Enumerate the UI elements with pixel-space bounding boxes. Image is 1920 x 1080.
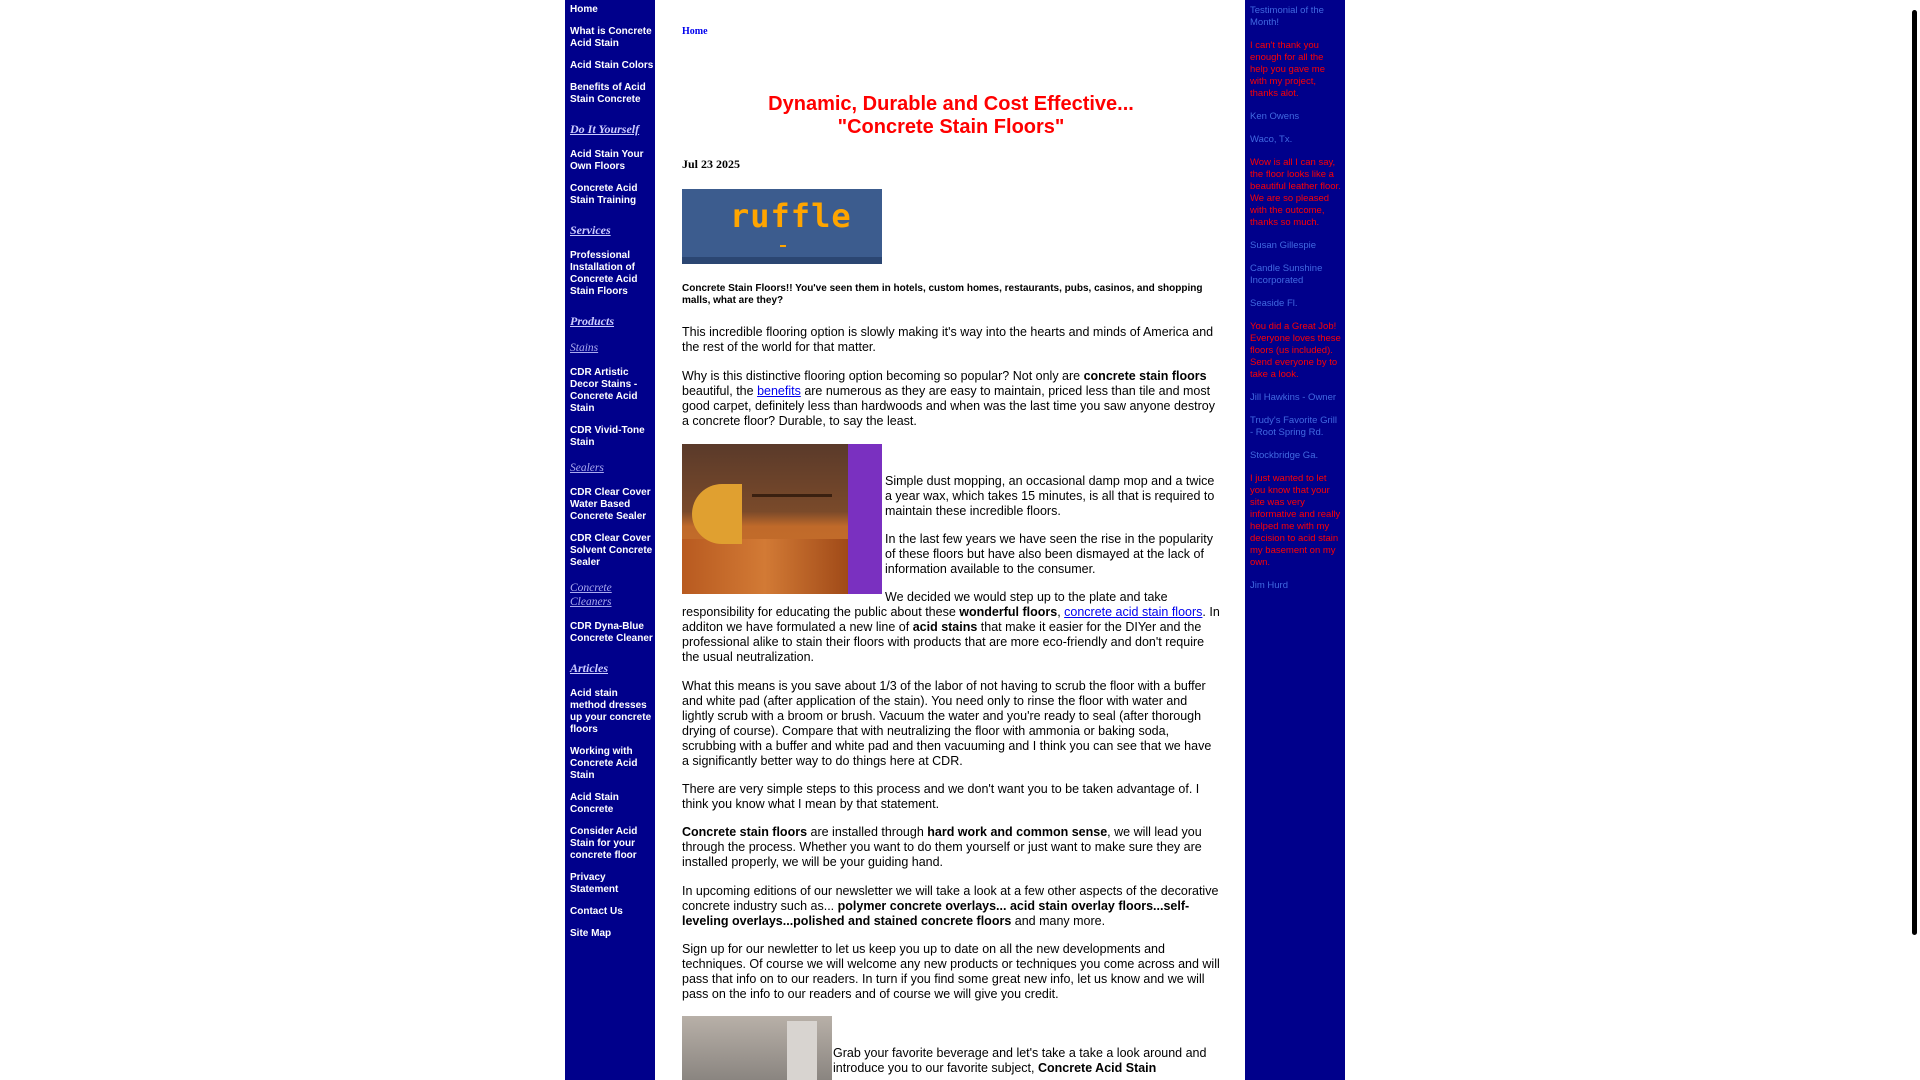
nav-link-acid-stain-training[interactable]: Concrete Acid Stain Training: [570, 183, 638, 206]
testimonial-author: Jim Hurd: [1250, 580, 1289, 591]
testimonial-quote: I just wanted to let you know that your site was very informative and really helped me with my decision to acid stain my basement on my own.: [1250, 473, 1341, 568]
paragraph-7: There are very simple steps to this process and we don't want you to be taken advantage of. I think you know what I mean by that statement.: [682, 782, 1200, 811]
nav-link-what-is-acid-stain[interactable]: What is Concrete Acid Stain: [570, 26, 652, 49]
nav-link-solvent-sealer[interactable]: CDR Clear Cover Solvent Concrete Sealer: [570, 533, 653, 568]
testimonial-quote: Wow is all I can say, the floor looks like a beautiful leather floor. We are so pleased with the outcome, thanks so much.: [1250, 157, 1341, 228]
paragraph-3: Simple dust mopping, an occasional damp mop and a twice a year wax, which takes 15 minutes, is all that is required to maintain these incredible floors.: [885, 474, 1215, 518]
testimonials-column: [1245, 0, 1345, 1080]
paragraph-6: What this means is you save about 1/3 of the labor of not having to scrub the floor with a buffer and white pad (after application of the stain). You need only to rinse the floor with water and lightly scrub with a broom or brush. Vacuum the water and you're ready to seal (after thorough drying of course). Compare that with neutralizing the floor with ammonia or baking soda, scrubbing with a buffer and white pad and then vacuuming and I think you can see that we have a significantly better way to do things here at CDR.: [682, 679, 1212, 768]
headline-line-2: "Concrete Stain Floors": [837, 116, 1065, 138]
nav-link-article-method[interactable]: Acid stain method dresses up your concrete floors: [570, 688, 652, 735]
testimonial-location: Waco, Tx.: [1250, 134, 1293, 145]
nav-heading-products[interactable]: Products: [570, 314, 615, 328]
nav-link-article-consider[interactable]: Consider Acid Stain for your concrete floor: [570, 826, 638, 861]
paragraph-2: Why is this distinctive flooring option becoming so popular? Not only are concrete stain floors beautiful, the benefits are numerous as they are easy to maintain, priced less than tile and most good carpet, definitely less than hardwoods and when was the last time you saw anyone destroy a concrete floor? Durable, to say the least.: [682, 369, 1215, 428]
nav-link-article-acid-stain-concrete[interactable]: Acid Stain Concrete: [570, 792, 619, 815]
intro-question: Concrete Stain Floors!! You've seen them in hotels, custom homes, restaurants, pubs, casinos, and shopping malls, what are they?: [682, 283, 1203, 306]
nav-sub-sealers[interactable]: Sealers: [570, 462, 604, 474]
vertical-scrollbar[interactable]: [1909, 0, 1920, 1080]
issue-date: Jul 23 2025: [682, 157, 741, 171]
paragraph-5: We decided we would step up to the plate and take responsibility for educating the public about these wonderful floors, concrete acid stain floors. In additon we have formulated a new line of acid stains that make it easier for the DIYer and the professional alike to stain their floors with products that are more eco-friendly and don't require the usual neutralization.: [682, 590, 1220, 664]
nav-link-contact[interactable]: Contact Us: [570, 906, 623, 917]
ruffle-logo: ruffle: [730, 197, 852, 235]
nav-link-water-based-sealer[interactable]: CDR Clear Cover Water Based Concrete Sealer: [570, 487, 651, 522]
nav-link-vivid-tone-stain[interactable]: CDR Vivid-Tone Stain: [570, 425, 645, 448]
headline-line-1: Dynamic, Durable and Cost Effective...: [768, 93, 1134, 115]
nav-link-artistic-decor-stains[interactable]: CDR Artistic Decor Stains - Concrete Acid Stain: [570, 367, 638, 414]
testimonial-author: Jill Hawkins - Owner: [1250, 392, 1337, 403]
paragraph-1: This incredible flooring option is slowly making it's way into the hearts and minds of America and the rest of the world for that matter.: [682, 325, 1214, 354]
nav-link-dyna-blue-cleaner[interactable]: CDR Dyna-Blue Concrete Cleaner: [570, 621, 653, 644]
banner-mark: [780, 245, 786, 247]
paragraph-11: Grab your favorite beverage and let's take a take a look around and introduce you to our favorite subject, Concrete Acid Stain: [833, 1046, 1207, 1075]
nav-link-acid-stain-own-floors[interactable]: Acid Stain Your Own Floors: [570, 149, 644, 172]
nav-link-acid-stain-colors[interactable]: Acid Stain Colors: [570, 60, 654, 71]
testimonial-quote: You did a Great Job! Everyone loves these floors (us included). Send everyone by to take a look.: [1250, 321, 1341, 380]
testimonial-company: Trudy's Favorite Grill - Root Spring Rd.: [1250, 415, 1337, 438]
testimonial-location: Seaside Fl.: [1250, 298, 1298, 309]
paragraph-4: In the last few years we have seen the rise in the popularity of these floors but have also been dismayed at the lack of information available to the consumer.: [885, 532, 1213, 576]
ruffle-banner: [682, 189, 882, 264]
nav-heading-services[interactable]: Services: [570, 223, 611, 237]
benefits-link[interactable]: benefits: [757, 384, 801, 398]
nav-link-privacy[interactable]: Privacy Statement: [570, 872, 619, 895]
testimonial-author: Ken Owens: [1250, 111, 1300, 122]
nav-link-article-working[interactable]: Working with Concrete Acid Stain: [570, 746, 638, 781]
nav-link-benefits[interactable]: Benefits of Acid Stain Concrete: [570, 82, 646, 105]
breadcrumb-home[interactable]: Home: [682, 26, 708, 37]
left-nav: [565, 0, 655, 1080]
paragraph-9: In upcoming editions of our newsletter we will take a look at a few other aspects of the decorative concrete industry such as... polymer concrete overlays... acid stain overlay floors...self-leveling overlays...polished and stained concrete floors and many more.: [682, 884, 1219, 928]
acid-stain-floors-link[interactable]: concrete acid stain floors: [1064, 605, 1203, 619]
paragraph-8: Concrete stain floors are installed through hard work and common sense, we will lead you through the process. Whether you want to do them yourself or just want to make sure they are installed properly, we will be your guiding hand.: [682, 825, 1202, 869]
main-content: [682, 0, 1220, 1080]
nav-link-site-map[interactable]: Site Map: [570, 928, 612, 939]
testimonial-author: Susan Gillespie: [1250, 240, 1317, 251]
testimonial-quote: I can't thank you enough for all the help you gave me with my project, thanks alot.: [1250, 40, 1325, 99]
nav-sub-concrete-cleaners[interactable]: Concrete Cleaners: [570, 582, 612, 608]
paragraph-10: Sign up for our newletter to let us keep you up to date on all the new developments and techniques. Of course we will welcome any new products or techniques you come across and will pass that info on to our readers. In turn if you find some great new info, let us know and we will pass on the info to our readers and of course we will give you credit.: [682, 942, 1220, 1001]
testimonial-title: Testimonial of the Month!: [1250, 5, 1324, 28]
nav-sub-stains[interactable]: Stains: [570, 342, 599, 354]
basement-floor-photo: [682, 1016, 832, 1080]
nav-heading-articles[interactable]: Articles: [570, 661, 608, 675]
testimonial-company: Candle Sunshine Incorporated: [1250, 263, 1323, 286]
nav-heading-do-it-yourself[interactable]: Do It Yourself: [570, 122, 640, 136]
scrollbar-thumb[interactable]: [1912, 10, 1917, 935]
restaurant-floor-photo: [682, 444, 882, 594]
page-headline: [682, 93, 1220, 139]
nav-link-professional-installation[interactable]: Professional Installation of Concrete Acid Stain Floors: [570, 250, 638, 297]
testimonial-location: Stockbridge Ga.: [1250, 450, 1319, 461]
page-layout: [565, 0, 1345, 1080]
nav-link-home[interactable]: Home: [570, 4, 598, 15]
